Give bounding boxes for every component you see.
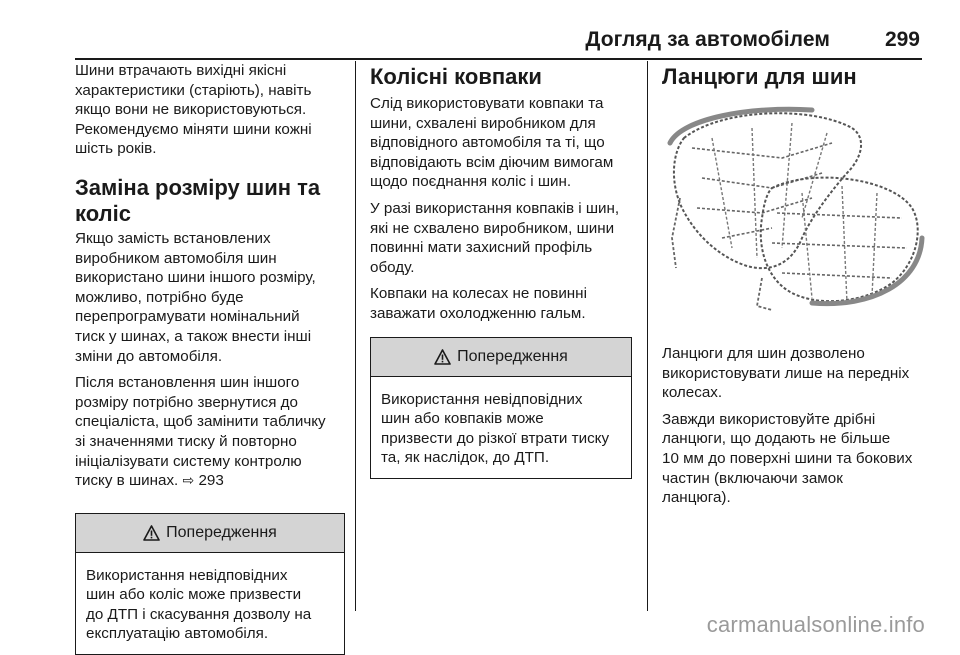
column-1 — [75, 61, 345, 655]
tire-size-paragraph-2: Після встановлення шин іншого розміру потрібно звернутися до спеціаліста, щоб замінити табличку зі значеннями тиску й повторно ініціалізувати систему контролю тиску в шинах. ⇨ 293 — [75, 374, 326, 490]
warning-title: Попередження — [166, 523, 277, 541]
column-2 — [370, 61, 632, 479]
wheel-covers-paragraph-1: Слід використовувати ковпаки та шини, схвалені виробником для відповідного автомобіля та ті, що відповідають всім діючим вимогам щодо поєднання коліс і шин. — [370, 95, 614, 191]
page-reference-link[interactable]: 293 — [198, 472, 224, 490]
page-number: 299 — [884, 28, 920, 51]
snow-chains-paragraph-2: Завжди використовуйте дрібні ланцюги, що додають не більше 10 мм до поверхні шини та бокових частин (включаючи замок ланцюга). — [662, 410, 913, 507]
column-divider — [647, 61, 648, 611]
tire-size-paragraph-1: Якщо замість встановлених виробником автомобіля шин використано шини іншого розміру, можливо, потрібно буде перепрограмувати номінальний тиск у шинах, а також внести інші зміни до автомобіля. — [75, 229, 316, 365]
section-heading-wheel-covers: Колісні ковпаки — [370, 64, 542, 89]
wheel-covers-paragraph-2: У разі використання ковпаків і шин, які не схвалено виробником, шини повинні мати захисний профіль ободу. — [370, 199, 620, 276]
section-heading-snow-chains: Ланцюги для шин — [662, 64, 857, 89]
warning-triangle-icon — [434, 349, 451, 365]
warning-box — [370, 337, 632, 479]
intro-paragraph: Шини втрачають вихідні якісні характеристики (старіють), навіть якщо вони не використовуються. Рекомендуємо міняти шини кожні шість років. — [75, 62, 312, 158]
section-heading-tire-size: Заміна розміру шин та коліс — [75, 174, 321, 226]
warning-body: Використання невідповідних шин або коліс може призвести до ДТП і скасування дозволу на експлуатацію автомобіля. — [86, 566, 312, 643]
snow-chains-illustration — [662, 98, 926, 313]
warning-body: Використання невідповідних шин або ковпаків може призвести до різкої втрати тиску та, як наслідок, до ДТП. — [381, 390, 610, 467]
warning-title: Попередження — [457, 347, 568, 365]
column-3 — [662, 61, 930, 508]
wheel-covers-paragraph-3: Ковпаки на колесах не повинні заважати охолодженню гальм. — [370, 285, 587, 322]
watermark: carmanualsonline.info — [706, 612, 925, 637]
column-divider — [355, 61, 356, 611]
warning-triangle-icon — [143, 525, 160, 541]
warning-header — [76, 514, 344, 553]
page-header — [75, 26, 922, 60]
page-reference-icon: ⇨ — [182, 472, 195, 489]
snow-chains-paragraph-1: Ланцюги для шин дозволено використовувати лише на передніх колесах. — [662, 345, 910, 402]
warning-header — [371, 338, 631, 377]
warning-box — [75, 513, 345, 655]
header-title: Догляд за автомобілем — [585, 28, 830, 51]
